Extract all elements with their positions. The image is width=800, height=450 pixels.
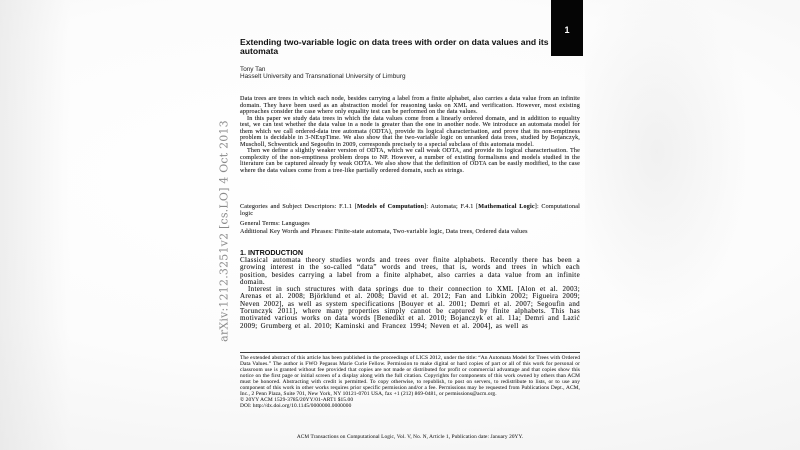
footnote-notice: The extended abstract of this article has been published in the proceedings of LICS 2012, under the title: “An Automata Model for Trees with Ordered Data Values.” The author is FWO Pegasus Marie Curie Fellow. Permission to make digital or hard copies of part or all of this work for personal or classroom use is granted without fee provided that copies are not made or distributed for profit or commercial advantage and that copies show this notice on the first page or initial screen of a display along with the full citation. Copyrights for components of this work owned by others than ACM must be honored. Abstracting with credit is permitted. To copy otherwise, to republish, to post on servers, to redistribute to lists, or to use any component of this work in other works requires prior specific permission and/or a fee. Permissions may be requested from Publications Dept., ACM, Inc., 2 Penn Plaza, Suite 701, New York, NY 10121-0701 USA, fax +1 (212) 869-0481, or permissions@acm.org.	[240, 355, 580, 397]
page-shading-right	[585, 0, 745, 380]
introduction-paragraph: Interest in such structures with data springs due to their connection to XML [Alon et al. 2003; Arenas et al. 2008; Björklund et al. 2008; David et al. 2012; Fan and Libkin 2002; Figueira 2009; Neven 2002], as well as system specifications [Bouyer et al. 2001; Demri et al. 2007; Segoufin and Torunczyk 2011], where many properties simply cannot be captured by finite alphabets. This has motivated various works on data words [Benedikt et al. 2010; Bojanczyk et al. 11a; Demri and Lazić 2009; Grumberg et al. 2010; Kaminski and Francez 1994; Neven et al. 2004], as well as	[240, 285, 580, 330]
categories-descriptor: Mathematical Logic	[478, 204, 535, 210]
categories-line	[240, 204, 580, 217]
page-number: 1	[564, 25, 570, 35]
footnote-divider	[240, 352, 580, 353]
paper-title: Extending two-variable logic on data trees with order on data values and its automata	[240, 37, 549, 57]
categories-text: Categories and Subject Descriptors: F.1.1 [	[240, 204, 357, 210]
abstract-paragraph: Then we define a slightly weaker version of ODTA, which we call weak ODTA, and provide its logical characterisation. The complexity of the non-emptiness problem drops to NP. However, a number of existing formalisms and models studied in the literature can be captured already by weak ODTA. We also show that the definition of ODTA can be easily modified, to the case where the data values come from a tree-like partially ordered domain, such as strings.	[240, 148, 580, 175]
journal-footer: ACM Transactions on Computational Logic, Vol. V, No. N, Article 1, Publication date: January 20YY.	[296, 434, 524, 440]
author-name: Tony Tan	[240, 66, 266, 73]
footnote-block	[240, 356, 580, 410]
categories-descriptor: Models of Computation	[356, 204, 425, 210]
abstract	[240, 96, 580, 175]
doi-line: DOI: http://dx.doi.org/10.1145/0000000.0000000	[240, 402, 352, 409]
introduction-heading: 1. INTRODUCTION	[240, 248, 304, 257]
general-terms-line: General Terms: Languages	[240, 221, 310, 227]
arxiv-stamp: arXiv:1212.3251v2 [cs.LO] 4 Oct 2013	[217, 120, 231, 342]
introduction-body	[240, 257, 580, 330]
categories-text: ]: Computational logic	[240, 204, 580, 217]
author-block	[240, 66, 580, 80]
copyright-line: © 20YY ACM 1529-3785/20YY/01-ART1 $15.00	[240, 396, 354, 403]
page-shading-left	[0, 0, 70, 450]
categories-text: ]: Automata; F.4.1 [	[424, 204, 479, 210]
keywords-line: Additional Key Words and Phrases: Finite-state automata, Two-variable logic, Data trees, Ordered data values	[240, 229, 528, 235]
abstract-paragraph: Data trees are trees in which each node, besides carrying a label from a finite alphabet, also carries a data value from an infinite domain. They have been used as an abstraction model for reasoning tasks on XML and verification. However, most existing approaches consider the case where only equality test can be performed on the data values.	[240, 96, 580, 116]
author-affiliation: Hasselt University and Transnational University of Limburg	[240, 73, 406, 81]
abstract-paragraph: In this paper we study data trees in which the data values come from a linearly ordered domain, and in addition to equality test, we can test whether the data value in a node is greater than the one in another node. We introduce an automata model for them which we call ordered-data tree automata (ODTA), provide its logical characterisation, and prove that its non-emptiness problem is decidable in 3-NExpTime. We also show that the two-variable logic on unranked data trees, studied by Bojanczyk, Muscholl, Schwentick and Segoufin in 2009, corresponds precisely to a special subclass of this automata model.	[240, 115, 580, 148]
introduction-paragraph: Classical automata theory studies words and trees over finite alphabets. Recently there has been a growing interest in the so-called “data” words and trees, that is, words and trees in which each position, besides carrying a label from a finite alphabet, also carries a data value from an infinite domain.	[240, 256, 580, 286]
